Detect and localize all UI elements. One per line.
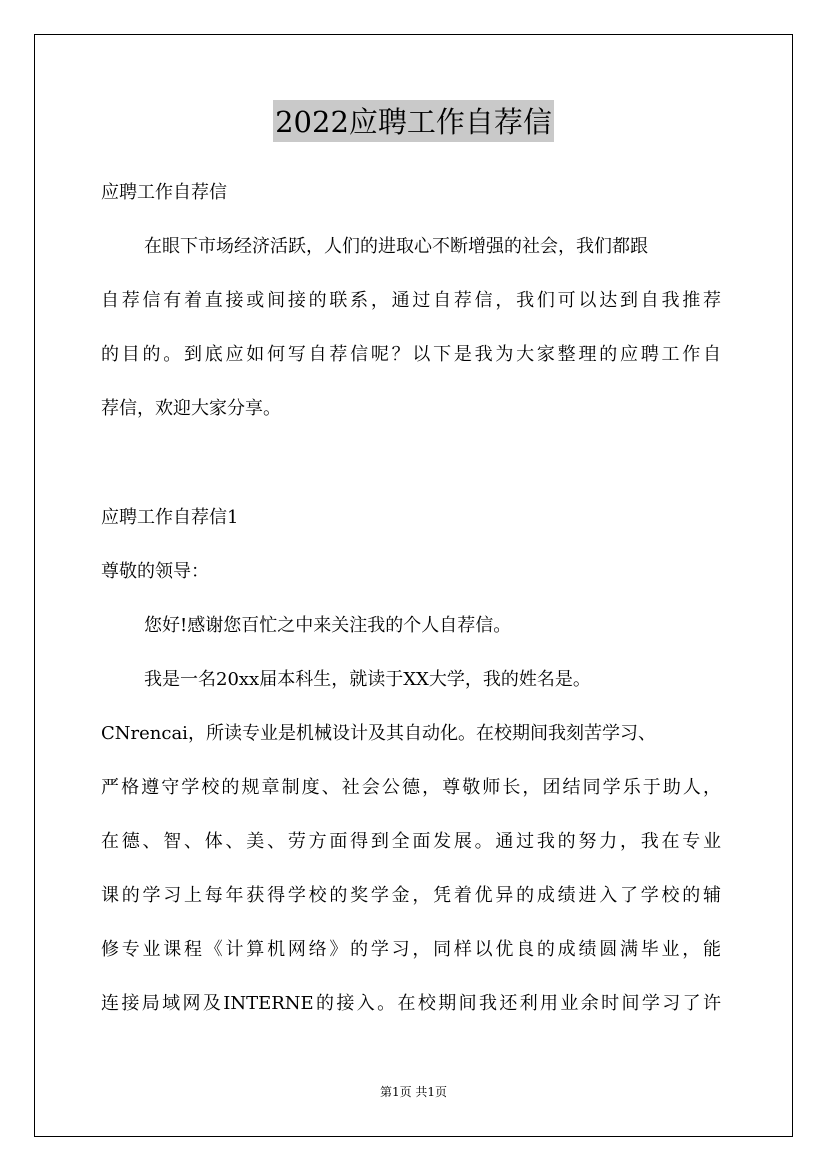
title-wrapper: [0, 100, 827, 142]
paragraph-line: 严格遵守学校的规章制度、社会公德，尊敬师长，团结同学乐于助人，: [101, 777, 721, 798]
paragraph-line: 我是一名20xx届本科生，就读于XX大学，我的姓名是。: [144, 669, 591, 690]
paragraph-line: 课的学习上每年获得学校的奖学金，凭着优异的成绩进入了学校的辅: [101, 885, 721, 906]
salutation: 尊敬的领导：: [101, 561, 209, 582]
paragraph-line: 连接局域网及INTERNE的接入。在校期间我还利用业余时间学习了许: [101, 993, 721, 1014]
paragraph-line: CNrencai，所读专业是机械设计及其自动化。在校期间我刻苦学习、: [101, 723, 656, 744]
paragraph-line: 在眼下市场经济活跃，人们的进取心不断增强的社会，我们都跟: [144, 236, 648, 257]
paragraph-line: 荐信，欢迎大家分享。: [101, 398, 281, 419]
letter-heading: 应聘工作自荐信1: [101, 507, 239, 528]
paragraph-line: 在德、智、体、美、劳方面得到全面发展。通过我的努力，我在专业: [101, 831, 721, 852]
page-number-footer: 第1页 共1页: [379, 1085, 448, 1099]
section-heading: 应聘工作自荐信: [101, 182, 227, 203]
paragraph-line: 自荐信有着直接或间接的联系，通过自荐信，我们可以达到自我推荐: [101, 290, 721, 311]
paragraph-line: 您好!感谢您百忙之中来关注我的个人自荐信。: [144, 615, 512, 636]
paragraph-line: 的目的。到底应如何写自荐信呢？以下是我为大家整理的应聘工作自: [101, 344, 721, 365]
document-title: 2022应聘工作自荐信: [273, 100, 554, 142]
paragraph-line: 修专业课程《计算机网络》的学习，同样以优良的成绩圆满毕业，能: [101, 939, 721, 960]
